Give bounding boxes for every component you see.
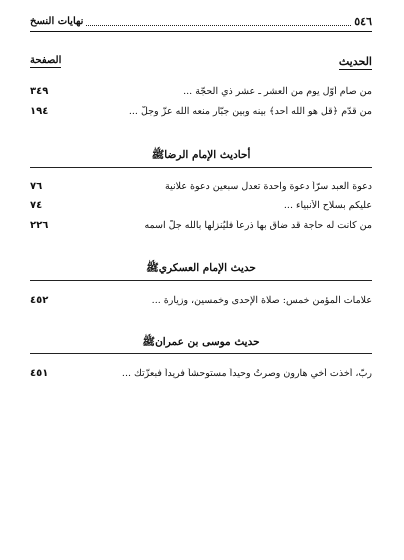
index-entry bbox=[30, 200, 372, 214]
header-title: نهايات النسخ bbox=[30, 15, 84, 27]
section-heading-askari bbox=[30, 262, 372, 276]
column-heading-hadith: الحديث bbox=[338, 55, 372, 68]
header-dot-leader bbox=[86, 17, 351, 26]
entry-page: ٤٥١ bbox=[30, 368, 49, 379]
honorific-glyph: ﷺ bbox=[142, 336, 156, 348]
honorific-glyph: ﷺ bbox=[146, 262, 159, 274]
section-rule bbox=[30, 167, 372, 168]
section-title: حديث الإمام العسكري bbox=[158, 262, 256, 274]
index-entry bbox=[30, 86, 372, 100]
entry-text: من قدّم ﴿قل هو الله أحد﴾ بينه وبين جبّار منعه الله عزّ وجلّ ... bbox=[128, 106, 372, 117]
index-entry bbox=[30, 368, 372, 382]
honorific-glyph: ﷺ bbox=[151, 149, 165, 161]
running-header bbox=[30, 14, 372, 28]
entry-text: من كانت له حاجة قد ضاق بها ذرعاً فليُنزلها بالله جلّ اسمه bbox=[144, 220, 372, 231]
section-rule bbox=[30, 280, 372, 281]
entry-page: ٣٤٩ bbox=[30, 86, 49, 97]
entry-text: من صام أوّل يوم من العشر ـ عشر ذي الحجّة ... bbox=[183, 86, 372, 97]
entry-text: علامات المؤمن خمس: صلاة الإحدى وخمسين، وزيارة ... bbox=[151, 295, 372, 306]
header-rule bbox=[30, 31, 372, 32]
index-entry bbox=[30, 106, 372, 120]
column-headings bbox=[30, 55, 372, 69]
entry-page: ٧٤ bbox=[30, 200, 43, 211]
header-page-number: ٥٤٦ bbox=[354, 14, 372, 28]
entry-text: عليكم بسلاح الأنبياء ... bbox=[283, 200, 372, 211]
entry-page: ٢٢٦ bbox=[30, 220, 49, 231]
entry-page: ١٩٤ bbox=[30, 106, 49, 117]
entry-text: دعوة العبد سرّاً دعوة واحدة تعدل سبعين دعوة علانية bbox=[165, 181, 372, 192]
index-entry bbox=[30, 181, 372, 195]
entry-page: ٧٦ bbox=[30, 181, 43, 192]
section-title: حديث موسى بن عمران bbox=[155, 336, 260, 348]
index-entry bbox=[30, 220, 372, 234]
section-rule bbox=[30, 353, 372, 354]
section-title: أحاديث الإمام الرضا bbox=[164, 149, 251, 161]
entry-text: ربّ، أخذت أخي هارون وصرتُ وحيداً مستوحشاً فريداً فبعزّتك ... bbox=[121, 368, 372, 379]
entry-page: ٤٥٢ bbox=[30, 295, 49, 306]
section-heading-rida bbox=[30, 149, 372, 163]
index-entry bbox=[30, 295, 372, 309]
column-heading-page: الصفحة bbox=[30, 55, 62, 66]
section-heading-musa bbox=[30, 336, 372, 350]
